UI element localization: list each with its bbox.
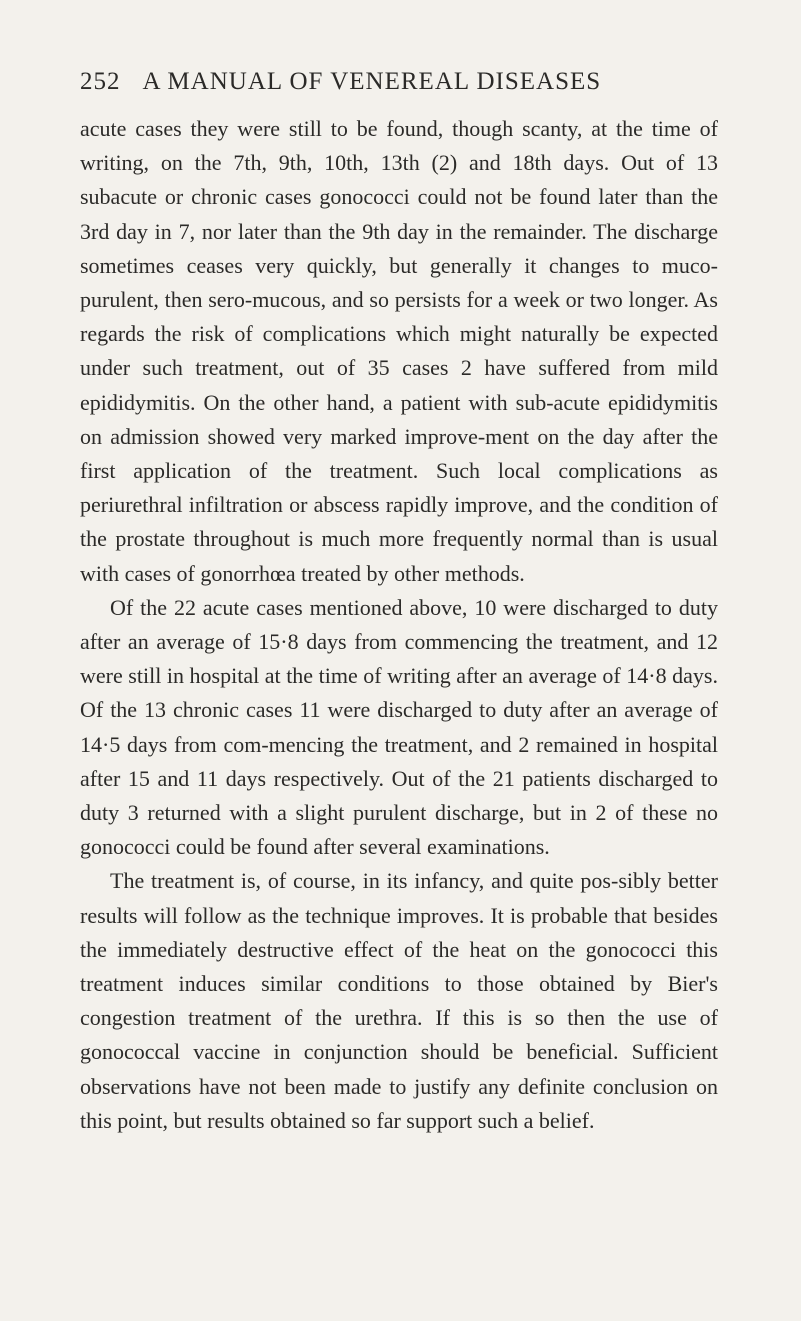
paragraph-2: Of the 22 acute cases mentioned above, 10 were discharged to duty after an average of 15·8 days from commencing the treatment, and 12 were still in hospital at the time of writing after an average of 14·8 days. Of the 13 chronic cases 11 were discharged to duty after an average of 14·5 days from com-mencing the treatment, and 2 remained in hospital after 15 and 11 days respectively. Out of the 21 patients discharged to duty 3 returned with a slight purulent discharge, but in 2 of these no gonococci could be found after several examinations. bbox=[80, 594, 718, 860]
paragraph-1: acute cases they were still to be found, though scanty, at the time of writing, on the 7th, 9th, 10th, 13th (2) and 18th days. Out of 13 subacute or chronic cases gonococci could not be found later than the 3rd day in 7, nor later than the 9th day in the remainder. The discharge sometimes ceases very quickly, but generally it changes to muco-purulent, then sero-mucous, and so persists for a week or two longer. As regards the risk of complications which might naturally be expected under such treatment, out of 35 cases 2 have suffered from mild epididymitis. On the other hand, a patient with sub-acute epididymitis on admission showed very marked improve-ment on the day after the first application of the treatment. Such local complications as periurethral infiltration or abscess rapidly improve, and the condition of the prostate throughout is much more frequently normal than is usual with cases of gonorrhœa treated by other methods. bbox=[80, 116, 718, 586]
paragraph-3: The treatment is, of course, in its infancy, and quite pos-sibly better results will follow as the technique improves. It is probable that besides the immediately destructive effect of the heat on the gonococci this treatment induces similar conditions to those obtained by Bier's congestion treatment of the urethra. If this is so then the use of gonococcal vaccine in conjunction should be beneficial. Sufficient observations have not been made to justify any definite conclusion on this point, but results obtained so far support such a belief. bbox=[80, 868, 718, 1133]
running-title: A MANUAL OF VENEREAL DISEASES bbox=[142, 68, 602, 95]
running-header bbox=[80, 68, 720, 96]
body-text bbox=[80, 112, 718, 1138]
page-number: 252 bbox=[80, 68, 121, 95]
